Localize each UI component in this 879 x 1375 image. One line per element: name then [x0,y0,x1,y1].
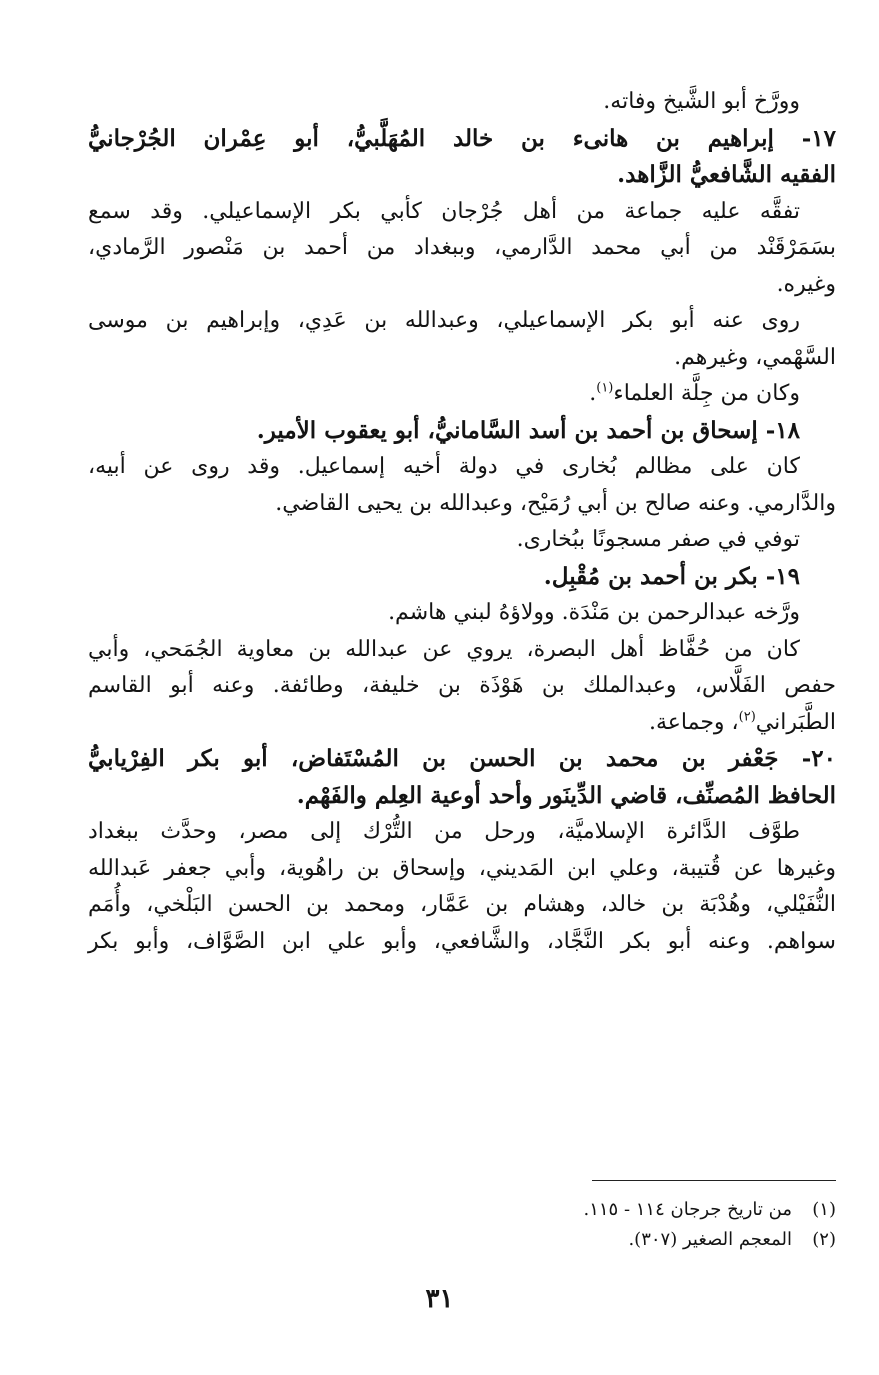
line-text: حفص الفَلَّاس، وعبدالملك بن هَوْذَة بن خليفة، وطائفة. وعنه أبو القاسم [88,673,836,698]
text-line [88,851,836,888]
text-line [88,267,836,304]
line-text: وكان من جِلَّة العلماء [613,381,800,406]
text-line [88,668,836,705]
line-text: والدَّارمي. وعنه صالح بن أبي رُمَيْح، وعبدالله بن يحيى القاضي. [275,490,836,516]
footnote-number: (٢) [812,1229,836,1250]
text-line [88,303,836,340]
line-text: روى عنه أبو بكر الإسماعيلي، وعبدالله بن عَدِي، وإبراهيم بن موسى [88,308,800,333]
footnote-marker: (١) [596,380,614,396]
text-line [88,595,836,632]
line-text: وورَّخ أبو الشَّيخ وفاته. [603,89,800,114]
text-line [88,741,836,778]
line-text: تفقَّه عليه جماعة من أهل جُرْجان كأبي بكر الإسماعيلي. وقد سمع [88,198,800,224]
line-text: ١٨- إسحاق بن أحمد بن أسد السَّامانيُّ، أبو يعقوب الأمير. [256,416,800,444]
line-text: توفي في صفر مسجونًا ببُخارى. [516,527,800,552]
text-line [88,449,836,486]
text-line [88,230,836,267]
text-line [88,194,836,231]
text-line [88,157,836,194]
text-line [88,340,836,377]
text-line [88,376,836,413]
line-text: وغيره. [776,271,836,297]
text-line [88,522,836,559]
line-text: وغيرها عن قُتيبة، وعلي ابن المَديني، وإسحاق بن راهُوية، وأبي جعفر عَبدالله [88,855,836,881]
text-line [88,887,836,924]
text-line [88,413,836,450]
line-text: النُّفَيْلي، وهُدْبَة بن خالد، وهشام بن عَمَّار، ومحمد بن الحسن البَلْخي، وأُمَم [88,892,836,917]
footnote-text: المعجم الصغير (٣٠٧). [628,1229,792,1250]
line-text: السَّهْمي، وغيرهم. [674,344,836,370]
footnotes [440,1195,836,1255]
main-text [88,84,836,960]
text-line [88,778,836,815]
line-text-tail: . [589,381,597,406]
line-text: الفقيه الشَّافعيُّ الزَّاهد. [617,161,836,188]
page-number: ٣١ [425,1284,454,1314]
line-text: ١٧- إبراهيم بن هانىء بن خالد المُهَلَّبيُّ، أبو عِمْران الجُرْجانيُّ [88,124,836,152]
line-text-tail: ، وجماعة. [648,709,739,735]
text-line [88,924,836,961]
footnote [440,1195,836,1225]
text-line [88,121,836,158]
line-text: كان من حُفَّاظ أهل البصرة، يروي عن عبدالله بن معاوية الجُمَحي، وأبي [88,636,800,662]
footnote-marker: (٢) [738,709,756,725]
line-text: سواهم. وعنه أبو بكر النَّجَّاد، والشَّافعي، وأبو علي ابن الصَّوَّاف، وأبو بكر [88,928,836,954]
text-line [88,486,836,523]
line-text: كان على مظالم بُخارى في دولة أخيه إسماعيل. وقد روى عن أبيه، [88,454,800,479]
text-line [88,632,836,669]
line-text: ١٩- بكر بن أحمد بن مُقْبِل. [543,562,800,590]
text-line [88,559,836,596]
line-text: طوَّف الدَّائرة الإسلاميَّة، ورحل من التُّرْك إلى مصر، وحدَّث ببغداد [88,819,800,844]
line-text: الطَّبَراني [755,709,836,735]
footnote-text: من تاريخ جرجان ١١٤ - ١١٥. [583,1199,792,1220]
line-text: الحافظ المُصنِّف، قاضي الدِّينَور وأحد أوعية العِلم والفَهْم. [296,781,836,809]
footnote-number: (١) [812,1199,836,1220]
footnote [440,1225,836,1255]
text-line [88,814,836,851]
line-text: بسَمَرْقَنْد من أبي محمد الدَّارمي، وببغداد من أحمد بن مَنْصور الرَّمادي، [88,235,836,260]
line-text: ورَّخه عبدالرحمن بن مَنْدَة. وولاؤهُ لبني هاشم. [388,600,800,625]
text-line [88,705,836,742]
text-line [88,84,836,121]
footnote-divider [592,1180,836,1181]
line-text: ٢٠- جَعْفر بن محمد بن الحسن بن المُسْتَفاض، أبو بكر الفِرْيابيُّ [88,745,836,772]
